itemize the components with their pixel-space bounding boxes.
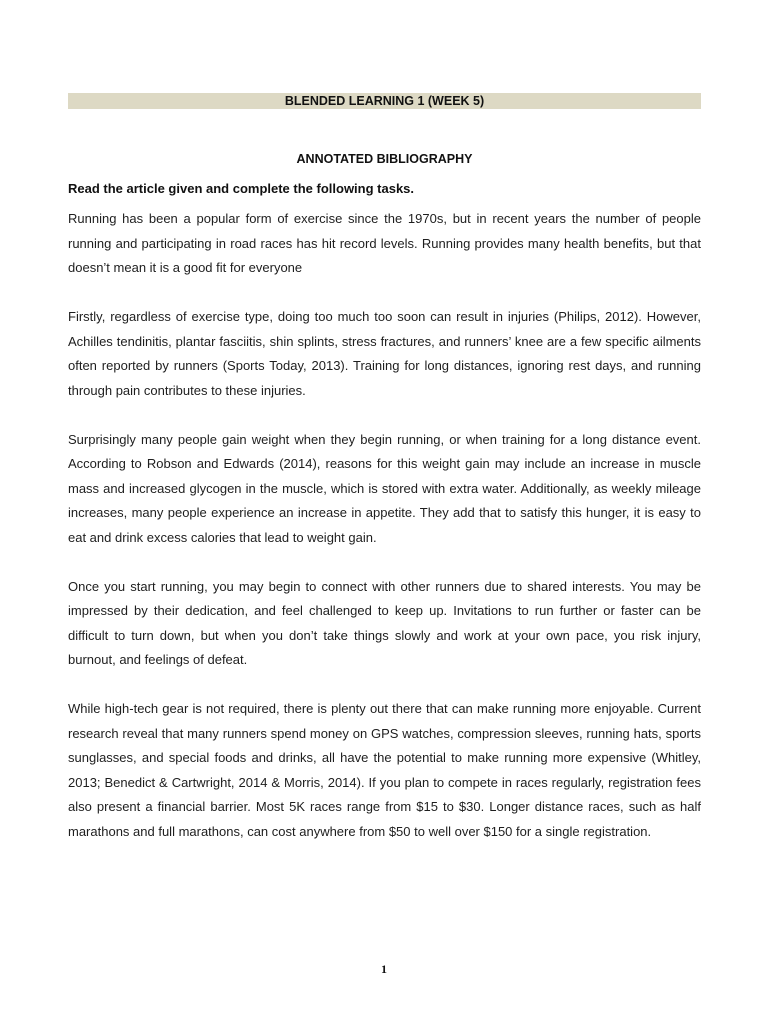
article-paragraph: Once you start running, you may begin to connect with other runners due to shared interests. You may be impressed by their dedication, and feel challenged to keep up. Invitations to run further or faster can be difficult to turn down, but when you don’t take things slowly and work at your own pace, you risk injury, burnout, and feelings of defeat. [68,578,701,667]
article-body [68,207,701,869]
header-band [68,93,701,109]
header-band-title: BLENDED LEARNING 1 (WEEK 5) [284,94,485,108]
task-instruction: Read the article given and complete the following tasks. [68,181,415,196]
page-number: 1 [381,962,387,976]
article-paragraph: Running has been a popular form of exercise since the 1970s, but in recent years the number of people running and participating in road races has hit record levels. Running provides many health benefits, but that doesn’t mean it is a good fit for everyone [68,211,701,275]
document-title: ANNOTATED BIBLIOGRAPHY [296,152,473,166]
article-paragraph: While high-tech gear is not required, there is plenty out there that can make running more enjoyable. Current research reveal that many runners spend money on GPS watches, compression sleeves, running hats, sports sunglasses, and special foods and drinks, all have the potential to make running more expensive (Whitley, 2013; Benedict & Cartwright, 2014 & Morris, 2014). If you plan to compete in races regularly, registration fees also present a financial barrier. Most 5K races range from $15 to $30. Longer distance races, such as half marathons and full marathons, can cost anywhere from $50 to well over $150 for a single registration. [68,701,701,839]
article-paragraph: Surprisingly many people gain weight when they begin running, or when training for a long distance event. According to Robson and Edwards (2014), reasons for this weight gain may include an increase in muscle mass and increased glycogen in the muscle, which is stored with extra water. Additionally, as weekly mileage increases, many people experience an increase in appetite. They add that to satisfy this hunger, it is easy to eat and drink excess calories that lead to weight gain. [68,431,701,545]
article-paragraph: Firstly, regardless of exercise type, doing too much too soon can result in injuries (Philips, 2012). However, Achilles tendinitis, plantar fasciitis, shin splints, stress fractures, and runners’ knee are a few specific ailments often reported by runners (Sports Today, 2013). Training for long distances, ignoring rest days, and running through pain contributes to these injuries. [68,309,701,398]
